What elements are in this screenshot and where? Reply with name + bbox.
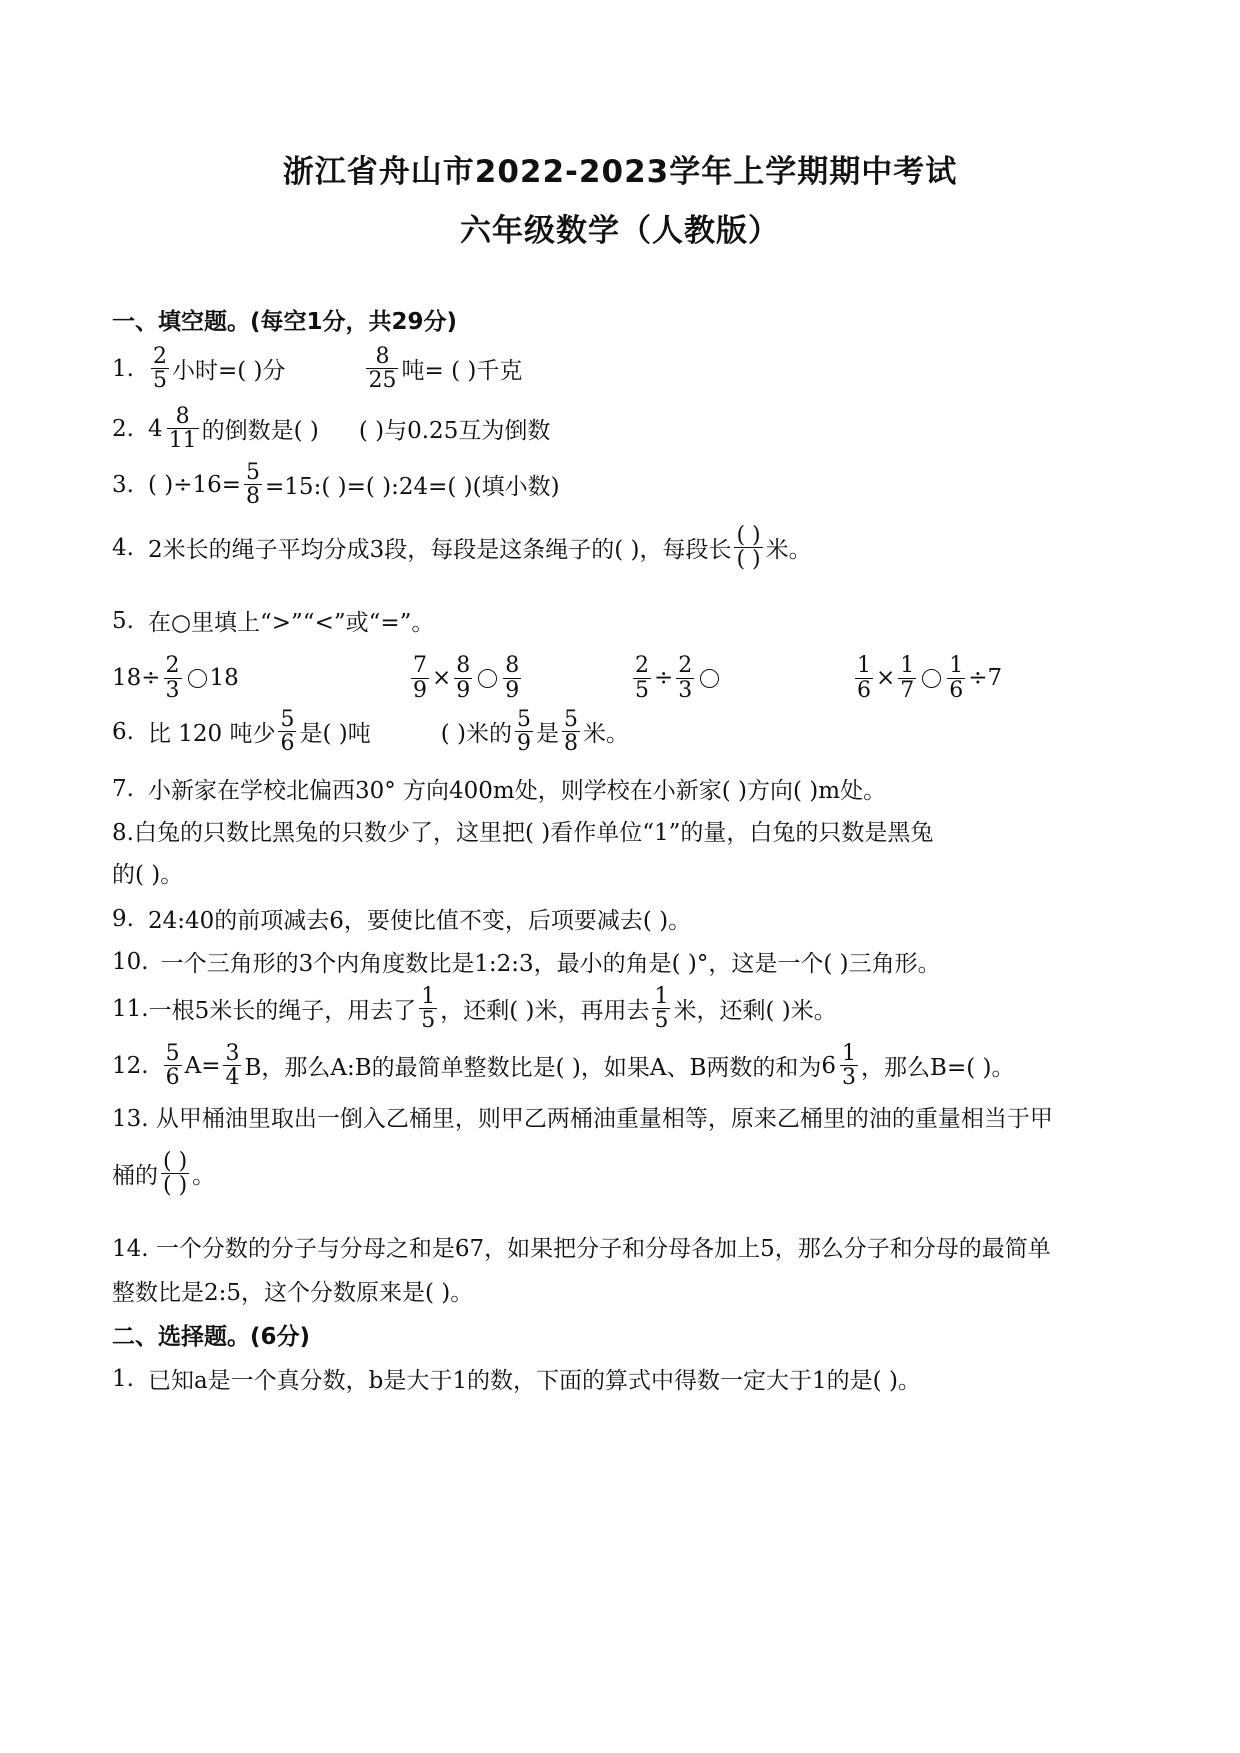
fraction: $\frac{8}{25}$ [368, 344, 397, 394]
fraction: $\frac{1}{5}$ [421, 984, 436, 1034]
section-1-heading: 一、填空题。(每空1分，共29分) [112, 309, 458, 335]
question-text: 小时=( )分 [171, 358, 286, 385]
section-2-question-1 [112, 1362, 1128, 1395]
fraction: $\frac{2}{3}$ [678, 653, 693, 703]
question-text: ( )÷16= [147, 471, 242, 498]
comparison-item-2: $\frac{7}{9}$ × $\frac{8}{9}$ $\frac{8}{9}$ [413, 653, 520, 703]
question-text: ( )与0.25互为倒数 [358, 418, 551, 445]
fraction: $\frac{1}{6}$ [857, 653, 871, 703]
question-text: 小新家在学校北偏西30° 方向400m处，则学校在小新家( )方向( )m处。 [147, 778, 887, 804]
question-number: 10. [112, 948, 149, 975]
question-8-line-1: 8.白兔的只数比黑兔的只数少了，这里把( )看作单位“1”的量，白兔的只数是黑兔 [112, 820, 934, 846]
page-subtitle: 六年级数学（人教版） [460, 213, 780, 249]
fraction: $\frac{7}{9}$ [413, 653, 427, 703]
question-2 [112, 405, 1128, 452]
question-7 [112, 772, 1128, 805]
question-13-line-1: 13. 从甲桶油里取出一倒入乙桶里，则甲乙两桶油重量相等，原来乙桶里的油的重量相当于甲 [112, 1106, 1053, 1132]
fraction: $\frac{8}{9}$ [505, 653, 520, 703]
question-8-line-2: 的( )。 [112, 862, 184, 888]
circle-blank [478, 669, 497, 688]
question-text: 2米长的绳子平均分成3段，每段是这条绳子的( )，每段长 [147, 537, 732, 564]
circle-blank [922, 669, 941, 688]
question-number: 12. [112, 1052, 149, 1079]
fraction: $\frac{5}{6}$ [280, 707, 295, 757]
fraction: $\frac{2}{5}$ [152, 344, 167, 394]
question-text: B，那么A:B的最简单整数比是( )，如果A、B两数的和为 [244, 1055, 822, 1082]
comparison-row [112, 648, 1128, 708]
question-number: 5. [112, 607, 134, 634]
fraction: $\frac{2}{3}$ [165, 653, 180, 703]
fraction: $\frac{5}{8}$ [564, 707, 579, 757]
question-4 [112, 524, 1128, 571]
question-text: 的倒数是( ) [201, 418, 319, 445]
question-text: 一根5米长的绳子，用去了 [148, 998, 417, 1025]
question-text: =15:( )=( ):24=( )(填小数) [265, 474, 560, 501]
page-title: 浙江省舟山市2022-2023学年上学期期中考试 [282, 154, 958, 190]
mixed-number-whole: 6 [821, 1052, 837, 1079]
comparison-item-3: $\frac{2}{5}$ ÷ $\frac{2}{3}$ [630, 654, 722, 701]
fraction: $\frac{8}{9}$ [456, 653, 471, 703]
comparison-item-4: $\frac{1}{6}$ × $\frac{1}{7}$ $\frac{1}{6}$ ÷7 [857, 653, 1003, 703]
question-text: 米，还剩( )米。 [673, 998, 837, 1025]
question-6: 6. 比 120 吨少 $\frac{5}{6}$ 是( )吨 ( )米的 $\frac{5}{9}$ 是 $\frac{5}{8}$ 米。 [112, 707, 630, 757]
question-number: 6. [112, 718, 134, 745]
circle-blank [188, 669, 207, 688]
question-number: 7. [112, 775, 134, 802]
question-text: 吨= ( )千克 [401, 358, 523, 385]
question-number: 3. [112, 471, 134, 498]
question-text: 是( )吨 [299, 721, 371, 748]
question-number: 9. [112, 905, 134, 932]
section-2-heading: 二、选择题。(6分) [112, 1324, 311, 1350]
question-number: 4. [112, 534, 134, 561]
question-text: 比 120 吨少 [147, 721, 276, 748]
fraction: $\frac{3}{4}$ [225, 1041, 240, 1091]
fraction: $\frac{1}{7}$ [900, 653, 915, 703]
fraction: $\frac{1}{5}$ [654, 984, 669, 1034]
question-text: 一个三角形的3个内角度数比是1:2:3，最小的角是( )°，这是一个( )三角形。 [160, 951, 941, 977]
question-14-line-1: 14. 一个分数的分子与分母之和是67，如果把分子和分母各加上5，那么分子和分母的最简单 [112, 1236, 1051, 1262]
question-text: ，还剩( )米，再用去 [440, 998, 650, 1025]
question-3 [112, 461, 1128, 508]
fraction: $\frac{1}{3}$ [842, 1041, 857, 1091]
question-text: ( )米的 [440, 721, 513, 748]
blank-fraction: $\frac{( )}{( )}$ [163, 1149, 188, 1199]
fraction: $\frac{8}{11}$ [168, 404, 197, 454]
question-11 [112, 985, 1128, 1032]
circle-blank [700, 669, 719, 688]
question-10 [112, 945, 1128, 978]
question-text: 在○里填上“>”“<”或“=”。 [147, 610, 435, 636]
question-number: 2. [112, 415, 134, 442]
question-12: 12. $\frac{5}{6}$ A= $\frac{3}{4}$ B，那么A:B的最简单整数比是( )，如果A、B两数的和为 6 $\frac{1}{3}$ ，那么B=( )。 [112, 1041, 1015, 1091]
question-text: 已知a是一个真分数，b是大于1的数，下面的算式中得数一定大于1的是( )。 [147, 1368, 921, 1394]
question-number: 1. [112, 355, 134, 382]
question-text: 米。 [765, 537, 812, 564]
question-13-line-2: 桶的 $\frac{( )}{( )}$ 。 [112, 1149, 216, 1199]
question-1 [112, 345, 1128, 392]
fraction: $\frac{5}{9}$ [517, 707, 532, 757]
question-14-line-2: 整数比是2:5，这个分数原来是( )。 [112, 1280, 474, 1306]
question-text: 24:40的前项减去6，要使比值不变，后项要减去( )。 [147, 908, 692, 934]
mixed-number-whole: 4 [147, 415, 163, 442]
question-5 [112, 604, 1128, 637]
question-9 [112, 902, 1128, 935]
blank-fraction: $\frac{( )}{( )}$ [736, 523, 761, 573]
fraction: $\frac{5}{8}$ [246, 460, 261, 510]
question-number: 11. [112, 995, 149, 1022]
question-text: ，那么B=( )。 [861, 1055, 1015, 1082]
fraction: $\frac{1}{6}$ [949, 653, 964, 703]
question-number: 1. [112, 1365, 134, 1392]
fraction: $\frac{5}{6}$ [165, 1041, 180, 1091]
comparison-item-1: 18÷ $\frac{2}{3}$ 18 [112, 653, 239, 703]
fraction: $\frac{2}{5}$ [635, 653, 649, 703]
